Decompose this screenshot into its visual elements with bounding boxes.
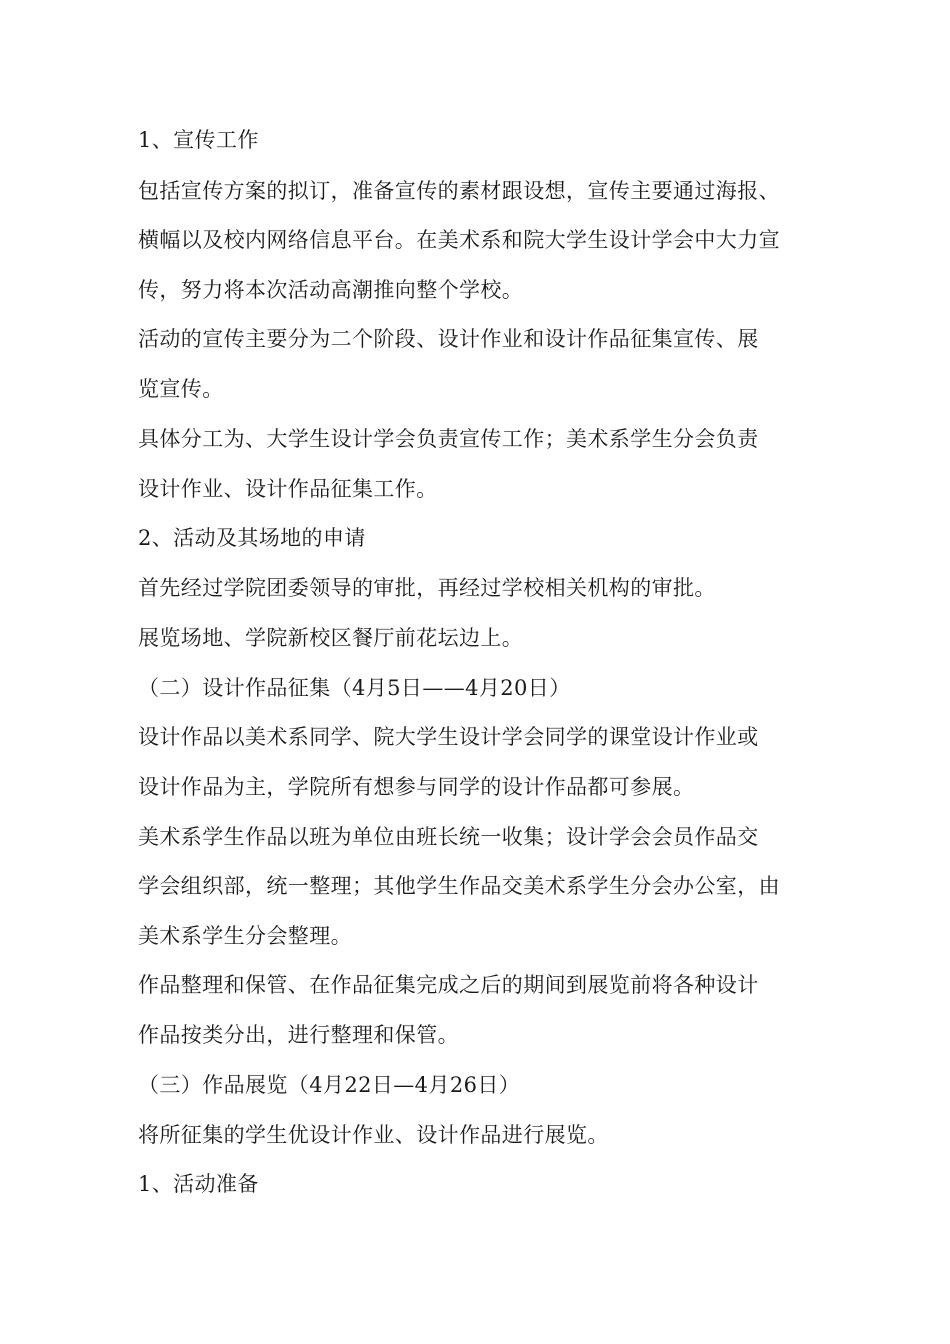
paragraph-line: 学会组织部，统一整理；其他学生作品交美术系学生分会办公室，由 xyxy=(138,874,780,898)
paragraph-line: 设计作品以美术系同学、院大学生设计学会同学的课堂设计作业或 xyxy=(138,725,759,749)
section-heading-preparation: 1、活动准备 xyxy=(138,1172,259,1196)
paragraph-line: 横幅以及校内网络信息平台。在美术系和院大学生设计学会中大力宣 xyxy=(138,228,780,252)
paragraph-line: 首先经过学院团委领导的审批，再经过学校相关机构的审批。 xyxy=(138,576,716,600)
paragraph-line: 传，努力将本次活动高潮推向整个学校。 xyxy=(138,278,524,302)
paragraph-line: 活动的宣传主要分为二个阶段、设计作业和设计作品征集宣传、展 xyxy=(138,327,759,351)
paragraph-line: 设计作品为主，学院所有想参与同学的设计作品都可参展。 xyxy=(138,775,695,799)
paragraph-line: 包括宣传方案的拟订，准备宣传的素材跟设想，宣传主要通过海报、 xyxy=(138,179,780,203)
paragraph-line: 作品按类分出，进行整理和保管。 xyxy=(138,1023,459,1047)
paragraph-line: 具体分工为、大学生设计学会负责宣传工作；美术系学生分会负责 xyxy=(138,427,759,451)
paragraph-line: 将所征集的学生优设计作业、设计作品进行展览。 xyxy=(138,1123,609,1147)
paragraph-line: 美术系学生作品以班为单位由班长统一收集；设计学会会员作品交 xyxy=(138,825,759,849)
paragraph-line: 展览场地、学院新校区餐厅前花坛边上。 xyxy=(138,626,524,650)
section-heading-venue: 2、活动及其场地的申请 xyxy=(138,526,366,550)
paragraph-line: 览宣传。 xyxy=(138,377,224,401)
section-heading-exhibition: （三）作品展览（4月22日—4月26日） xyxy=(138,1073,521,1097)
section-heading-collection: （二）设计作品征集（4月5日——4月20日） xyxy=(138,676,571,700)
paragraph-line: 作品整理和保管、在作品征集完成之后的期间到展览前将各种设计 xyxy=(138,973,759,997)
paragraph-line: 美术系学生分会整理。 xyxy=(138,924,352,948)
paragraph-line: 设计作业、设计作品征集工作。 xyxy=(138,477,438,501)
section-heading-publicity: 1、宣传工作 xyxy=(138,128,259,152)
